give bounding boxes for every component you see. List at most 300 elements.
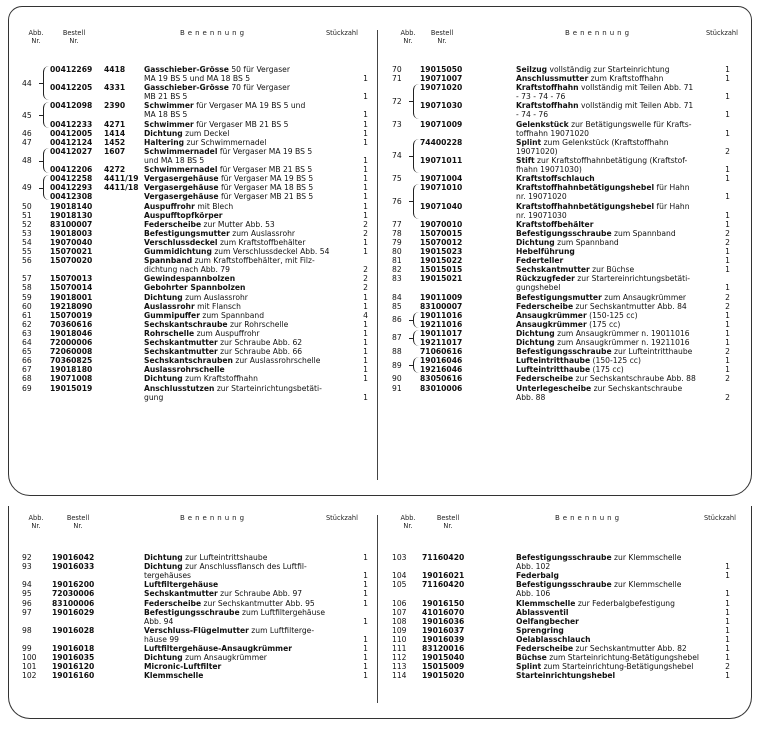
- part-name: Hebelführung: [516, 247, 575, 256]
- part-detail: (150-125 cc): [586, 310, 638, 320]
- quantity: 2: [725, 374, 730, 384]
- abb-number: 103: [392, 553, 407, 562]
- order-number: 19071011: [420, 156, 463, 165]
- quantity: 1: [363, 183, 368, 193]
- part-description: [144, 183, 313, 192]
- part-name: Lufteintritthaube: [516, 365, 591, 375]
- quantity: 1: [363, 137, 368, 147]
- table-row: [22, 120, 372, 129]
- order-number: 19016160: [52, 671, 95, 681]
- quantity: 1: [725, 210, 730, 220]
- table-row: [392, 320, 742, 329]
- header-bestell: Bestell: [430, 29, 454, 37]
- part-description: [516, 274, 690, 283]
- part-description: [144, 283, 245, 292]
- header-stueckzahl: Stückzahl: [326, 514, 358, 522]
- table-row: [22, 147, 372, 165]
- abb-number: 86: [392, 315, 402, 325]
- abb-number: 49: [22, 183, 32, 193]
- part-name: Befestigungsschraube: [516, 347, 612, 357]
- header-bestell-nr: Nr.: [69, 36, 79, 45]
- supplier-code: 4418: [104, 65, 126, 74]
- quantity: 1: [725, 319, 730, 329]
- order-number: 19015021: [420, 274, 463, 284]
- part-name: Kraftstoffbehälter: [516, 219, 594, 229]
- part-description: [144, 599, 315, 608]
- abb-number: 58: [22, 283, 32, 293]
- table-row: [392, 671, 742, 680]
- group-brace: [413, 84, 419, 118]
- table-row: [22, 671, 372, 680]
- abb-number: 48: [22, 156, 32, 166]
- order-number: 71160420: [422, 553, 465, 562]
- order-number: 19015019: [50, 383, 93, 393]
- part-description: [144, 626, 314, 635]
- abb-number: 91: [392, 383, 402, 393]
- quantity: 1: [725, 247, 730, 256]
- table-row: [22, 599, 372, 608]
- part-name: Dichtung: [144, 128, 183, 138]
- quantity: 1: [725, 92, 730, 102]
- quantity: 1: [363, 128, 368, 138]
- part-name: Federteller: [516, 256, 564, 266]
- abb-number: 79: [392, 237, 402, 247]
- abb-number: 68: [22, 374, 32, 384]
- abb-number: 110: [392, 634, 407, 644]
- part-description: [144, 238, 305, 247]
- order-number: 00412205: [50, 83, 93, 93]
- quantity: 1: [725, 365, 730, 375]
- order-number: 15015009: [422, 662, 465, 672]
- abb-number: 67: [22, 365, 32, 375]
- part-detail: zur Kraftstoffhahnbetätigung (Kraftstof-: [534, 156, 688, 165]
- table-row: [22, 365, 372, 374]
- part-detail: zum Ansaugkrümmer n. 19211016: [554, 338, 690, 347]
- abb-number: 111: [392, 644, 407, 653]
- part-description: [144, 644, 292, 653]
- quantity: 1: [725, 192, 730, 202]
- part-description-continued: toffhahn 19071020: [516, 128, 590, 138]
- part-name: Gebohrter Spannbolzen: [144, 283, 246, 293]
- part-name: Sechskantmutter: [516, 265, 590, 275]
- table-row: [392, 580, 742, 598]
- part-name: Auslassrohr: [144, 301, 195, 311]
- part-name: Splint: [516, 662, 542, 672]
- abb-number: 60: [22, 301, 32, 311]
- order-number: 19071004: [420, 174, 463, 184]
- order-number: 19015040: [422, 653, 465, 663]
- abb-number: 65: [22, 347, 32, 357]
- part-detail: zum Starteinrichtung-Betätigungshebel: [541, 662, 694, 672]
- part-name: Gummipuffer: [144, 310, 200, 320]
- part-detail: zur Sechskantschraube Abb. 88: [573, 374, 696, 384]
- table-row: [22, 329, 372, 338]
- quantity: 2: [725, 347, 730, 357]
- quantity: 1: [725, 328, 730, 338]
- abb-number: 107: [392, 607, 407, 617]
- header-stueckzahl: Stückzahl: [706, 29, 738, 37]
- quantity: 1: [363, 392, 368, 402]
- part-name: Ansaugkrümmer: [516, 310, 587, 320]
- part-description: [144, 229, 295, 238]
- quantity: 1: [363, 210, 368, 220]
- quantity: 1: [363, 165, 368, 175]
- table-row: [392, 644, 742, 653]
- header-abb-nr: Nr.: [31, 36, 41, 45]
- abb-number: 85: [392, 301, 402, 311]
- part-description: [144, 274, 235, 283]
- part-detail: zur Schwimmernadel: [184, 137, 267, 147]
- part-description: [516, 338, 690, 347]
- quantity: 1: [363, 671, 368, 681]
- part-description: [516, 662, 693, 671]
- part-description: [144, 589, 302, 598]
- part-description: [516, 74, 663, 83]
- part-name: Federbalg: [516, 571, 559, 581]
- part-description: [144, 329, 260, 338]
- part-description: [516, 101, 693, 110]
- table-row: [392, 238, 742, 247]
- part-detail: zur Mutter Abb. 53: [201, 219, 275, 229]
- order-number: 15070013: [50, 274, 93, 284]
- part-detail: zum Spannband: [611, 228, 676, 238]
- header-benennung: Benennung: [565, 29, 633, 37]
- order-number: 19018046: [50, 328, 93, 338]
- table-row: [392, 608, 742, 617]
- part-name: Federscheibe: [516, 644, 574, 653]
- part-detail: 50 für Vergaser: [228, 65, 290, 74]
- order-number: 19071040: [420, 201, 463, 211]
- table-row: [392, 617, 742, 626]
- table-row: [22, 311, 372, 320]
- table-row: [22, 274, 372, 283]
- part-description: [516, 384, 682, 393]
- supplier-code: 4411/19: [104, 174, 139, 184]
- part-description-continued: nr. 19071020: [516, 192, 567, 202]
- quantity: 1: [725, 128, 730, 138]
- part-description: [144, 256, 315, 265]
- quantity: 1: [725, 256, 730, 266]
- part-name: Kraftstoffhahn: [516, 83, 579, 93]
- abb-number: 55: [22, 247, 32, 256]
- part-detail: zur Büchse: [589, 265, 635, 275]
- part-description-continued: 19071020): [516, 146, 558, 156]
- table-row: [22, 293, 372, 302]
- part-detail: zur Lufteintrittshaube: [182, 553, 268, 562]
- order-number: 74400228: [420, 137, 463, 147]
- abb-number: 102: [22, 671, 37, 681]
- quantity: 1: [725, 165, 730, 175]
- part-description: [516, 320, 620, 329]
- table-row: [22, 283, 372, 292]
- order-number: 15070020: [50, 256, 93, 266]
- abb-number: 62: [22, 319, 32, 329]
- part-description: [516, 635, 590, 644]
- table-row: [392, 202, 742, 220]
- part-description: [144, 671, 203, 680]
- table-row: [392, 662, 742, 671]
- part-description: [516, 356, 641, 365]
- supplier-code: 4272: [104, 165, 126, 175]
- header-abb-nr: Nr.: [31, 521, 41, 530]
- order-number: 72000006: [50, 338, 93, 347]
- order-number: 00412233: [50, 119, 93, 129]
- table-row: [392, 256, 742, 265]
- abb-number: 51: [22, 210, 32, 220]
- table-row: [392, 553, 742, 571]
- part-detail: zur Sechskantmutter Abb. 95: [201, 598, 315, 608]
- part-detail: zur Starteinrichtungsbetäti-: [214, 383, 322, 393]
- part-detail: zum Gelenkstück (Kraftstoffhahn: [541, 137, 669, 147]
- part-description: [516, 329, 690, 338]
- table-row: [392, 626, 742, 635]
- part-name: Stift: [516, 156, 535, 165]
- part-description-continued: - 73 - 74 - 76: [516, 92, 566, 102]
- order-number: 15070014: [50, 283, 93, 293]
- part-name: Gewindespannbolzen: [144, 274, 236, 284]
- part-description-continued: dichtung nach Abb. 79: [144, 265, 230, 275]
- part-name: Federscheibe: [144, 219, 202, 229]
- order-number: 19071009: [420, 119, 463, 129]
- part-name: Befestigungsschraube: [516, 228, 612, 238]
- part-description-continued: MA 18 BS 5: [144, 110, 188, 120]
- order-number: 19211017: [420, 338, 463, 347]
- group-brace: [413, 357, 419, 373]
- table-row: [392, 635, 742, 644]
- part-detail: zum Ansaugkrümmer n. 19011016: [554, 328, 690, 338]
- quantity: 2: [725, 662, 730, 672]
- part-name: Starteinrichtungshebel: [516, 671, 616, 681]
- group-brace: [413, 184, 419, 218]
- part-name: Dichtung: [144, 292, 183, 302]
- part-detail: zum Kraftstoffbehälter, mit Filz-: [192, 256, 315, 266]
- order-number: 19015023: [420, 247, 463, 256]
- header-bestell: Bestell: [62, 29, 86, 37]
- part-name: Auspuffrohr: [144, 201, 195, 211]
- table-row: [22, 338, 372, 347]
- table-row: [22, 211, 372, 220]
- order-number: 83010006: [420, 383, 463, 393]
- quantity: 1: [363, 328, 368, 338]
- group-brace: [413, 312, 419, 328]
- part-name: Lufteintritthaube: [516, 356, 591, 366]
- part-name: Federscheibe: [144, 598, 202, 608]
- part-detail: für Hahn: [654, 183, 690, 193]
- part-name: Schwimmer: [144, 101, 194, 111]
- part-detail: zum Kraftstoffhahn: [182, 374, 258, 384]
- quantity: 1: [725, 653, 730, 663]
- table-row: [22, 302, 372, 311]
- part-description-continued: MA 19 BS 5 und MA 18 BS 5: [144, 74, 251, 84]
- order-number: 15070015: [420, 228, 463, 238]
- part-detail: zur Anschlussflansch des Luftfil-: [182, 562, 307, 572]
- part-name: Spannband: [144, 256, 193, 266]
- part-detail: zum Luftfiltergehäuse: [239, 607, 326, 617]
- part-description: [516, 293, 686, 302]
- supplier-code: 1607: [104, 146, 126, 156]
- part-name: Luftfiltergehäuse: [144, 580, 219, 590]
- order-number: 19011016: [420, 310, 463, 320]
- abb-number: 50: [22, 201, 32, 211]
- order-number: 19016028: [52, 625, 95, 635]
- part-detail: zum Ansaugkrümmer: [601, 292, 687, 302]
- order-number: 19015022: [420, 256, 463, 266]
- part-name: Federscheibe: [516, 301, 574, 311]
- table-row: [22, 608, 372, 626]
- part-name: Vergasergehäuse: [144, 183, 219, 193]
- table-row: [22, 83, 372, 101]
- quantity: 1: [363, 119, 368, 129]
- table-row: [392, 229, 742, 238]
- part-name: Sechskantschraube: [144, 319, 228, 329]
- abb-number: 45: [22, 110, 32, 120]
- part-description: [516, 302, 687, 311]
- quantity: 1: [725, 265, 730, 275]
- part-detail: für Vergaser MA 19 BS 5: [218, 174, 314, 184]
- quantity: 2: [725, 292, 730, 302]
- table-row: [392, 220, 742, 229]
- part-description: [516, 156, 687, 165]
- quantity: 1: [725, 110, 730, 120]
- abb-number: 112: [392, 653, 407, 663]
- quantity: 1: [363, 237, 368, 247]
- abb-number: 76: [392, 196, 402, 206]
- part-description: [516, 238, 619, 247]
- order-number: 00412308: [50, 192, 93, 202]
- part-detail: für Vergaser MA 19 BS 5 und: [193, 101, 306, 111]
- table-row: [22, 356, 372, 365]
- part-name: Kraftstoffschlauch: [516, 174, 595, 184]
- abb-number: 104: [392, 571, 407, 581]
- abb-number: 61: [22, 310, 32, 320]
- part-description: [516, 553, 681, 562]
- part-description: [516, 247, 575, 256]
- part-detail: zur Schraube Abb. 62: [217, 338, 303, 347]
- part-description: [516, 65, 670, 74]
- group-brace: [43, 175, 49, 200]
- order-number: 71160420: [422, 580, 465, 590]
- part-detail: zum Starteinrichtung-Betätigungshebel: [546, 653, 699, 663]
- abb-number: 74: [392, 151, 402, 161]
- part-description: [144, 293, 248, 302]
- part-description: [516, 599, 675, 608]
- part-name: Sechskantmutter: [144, 347, 218, 357]
- abb-number: 114: [392, 671, 407, 681]
- abb-number: 80: [392, 247, 402, 256]
- order-number: 19016033: [52, 562, 95, 572]
- table-row: [392, 338, 742, 347]
- part-name: Sechskantmutter: [144, 589, 218, 599]
- part-detail: zur Sechskantmutter Abb. 82: [573, 644, 687, 653]
- table-row: [392, 74, 742, 83]
- quantity: 1: [725, 671, 730, 681]
- order-number: 19071007: [420, 74, 463, 84]
- part-description: [516, 256, 563, 265]
- part-name: Befestigungsschraube: [516, 553, 612, 562]
- part-detail: für Vergaser MB 21 BS 5: [218, 192, 314, 202]
- order-number: 19016036: [422, 616, 465, 626]
- order-number: 15070021: [50, 247, 93, 256]
- order-number: 19011009: [420, 292, 463, 302]
- part-detail: zur Federbalgbefestigung: [575, 598, 675, 608]
- table-row: [392, 374, 742, 383]
- table-row: [22, 320, 372, 329]
- abb-number: 66: [22, 356, 32, 366]
- quantity: 2: [725, 228, 730, 238]
- part-description: [144, 174, 313, 183]
- part-name: Kraftstoffhahn: [516, 101, 579, 111]
- part-name: Gummidichtung: [144, 247, 212, 256]
- abb-number: 46: [22, 128, 32, 138]
- part-detail: mit Flansch: [194, 301, 241, 311]
- table-row: [22, 347, 372, 356]
- part-detail: (150-125 cc): [590, 356, 641, 366]
- order-number: 19018140: [50, 201, 93, 211]
- part-detail: zur Sechskantmutter Abb. 84: [573, 301, 687, 311]
- quantity: 2: [725, 146, 730, 156]
- order-number: 19216046: [420, 365, 463, 375]
- part-name: Klemmschelle: [144, 671, 204, 681]
- quantity: 1: [363, 616, 368, 626]
- table-row: [22, 174, 372, 183]
- part-name: Gasschieber-Grösse: [144, 65, 229, 74]
- part-detail: für Hahn: [654, 201, 690, 211]
- part-description: [516, 220, 593, 229]
- part-detail: für Vergaser MA 18 BS 5: [218, 183, 314, 193]
- quantity: 1: [363, 365, 368, 375]
- part-detail: zum Auspuffrohr: [194, 328, 260, 338]
- part-name: Kraftstoffhahnbetätigungshebel: [516, 201, 655, 211]
- order-number: 19211016: [420, 319, 463, 329]
- part-description: [144, 302, 241, 311]
- part-description: [516, 138, 669, 147]
- quantity: 1: [363, 110, 368, 120]
- part-description: [144, 120, 288, 129]
- part-description: [516, 626, 564, 635]
- abb-number: 72: [392, 96, 402, 106]
- quantity: 2: [725, 392, 730, 402]
- part-name: Sprengring: [516, 625, 564, 635]
- order-number: 83120016: [422, 644, 465, 653]
- part-detail: zur Rohrschelle: [227, 319, 289, 329]
- part-description: [144, 311, 264, 320]
- header-bestell-nr: Nr.: [443, 521, 453, 530]
- part-detail: zur Klemmschelle: [611, 580, 682, 590]
- order-number: 19071008: [50, 374, 93, 384]
- order-number: 41016070: [422, 607, 465, 617]
- quantity: 1: [363, 347, 368, 357]
- quantity: 1: [363, 319, 368, 329]
- part-name: Vergasergehäuse: [144, 174, 219, 184]
- part-description: [516, 229, 676, 238]
- table-row: [22, 183, 372, 192]
- order-number: 19016029: [52, 607, 95, 617]
- order-number: 83100007: [50, 219, 93, 229]
- quantity: 1: [363, 356, 368, 366]
- table-row: [392, 265, 742, 274]
- part-detail: zum Ansaugkrümmer: [182, 653, 267, 663]
- abb-number: 63: [22, 328, 32, 338]
- abb-number: 113: [392, 662, 407, 672]
- table-row: [22, 644, 372, 653]
- part-name: Befestigungsschraube: [516, 580, 612, 590]
- part-name: Auspufftopfkörper: [144, 210, 223, 220]
- part-detail: zum Verschlussdeckel Abb. 54: [211, 247, 330, 256]
- quantity: 1: [363, 598, 368, 608]
- header-abb: Abb.: [400, 514, 416, 522]
- part-detail: vollständig zur Starteinrichtung: [547, 65, 670, 74]
- quantity: 1: [725, 219, 730, 229]
